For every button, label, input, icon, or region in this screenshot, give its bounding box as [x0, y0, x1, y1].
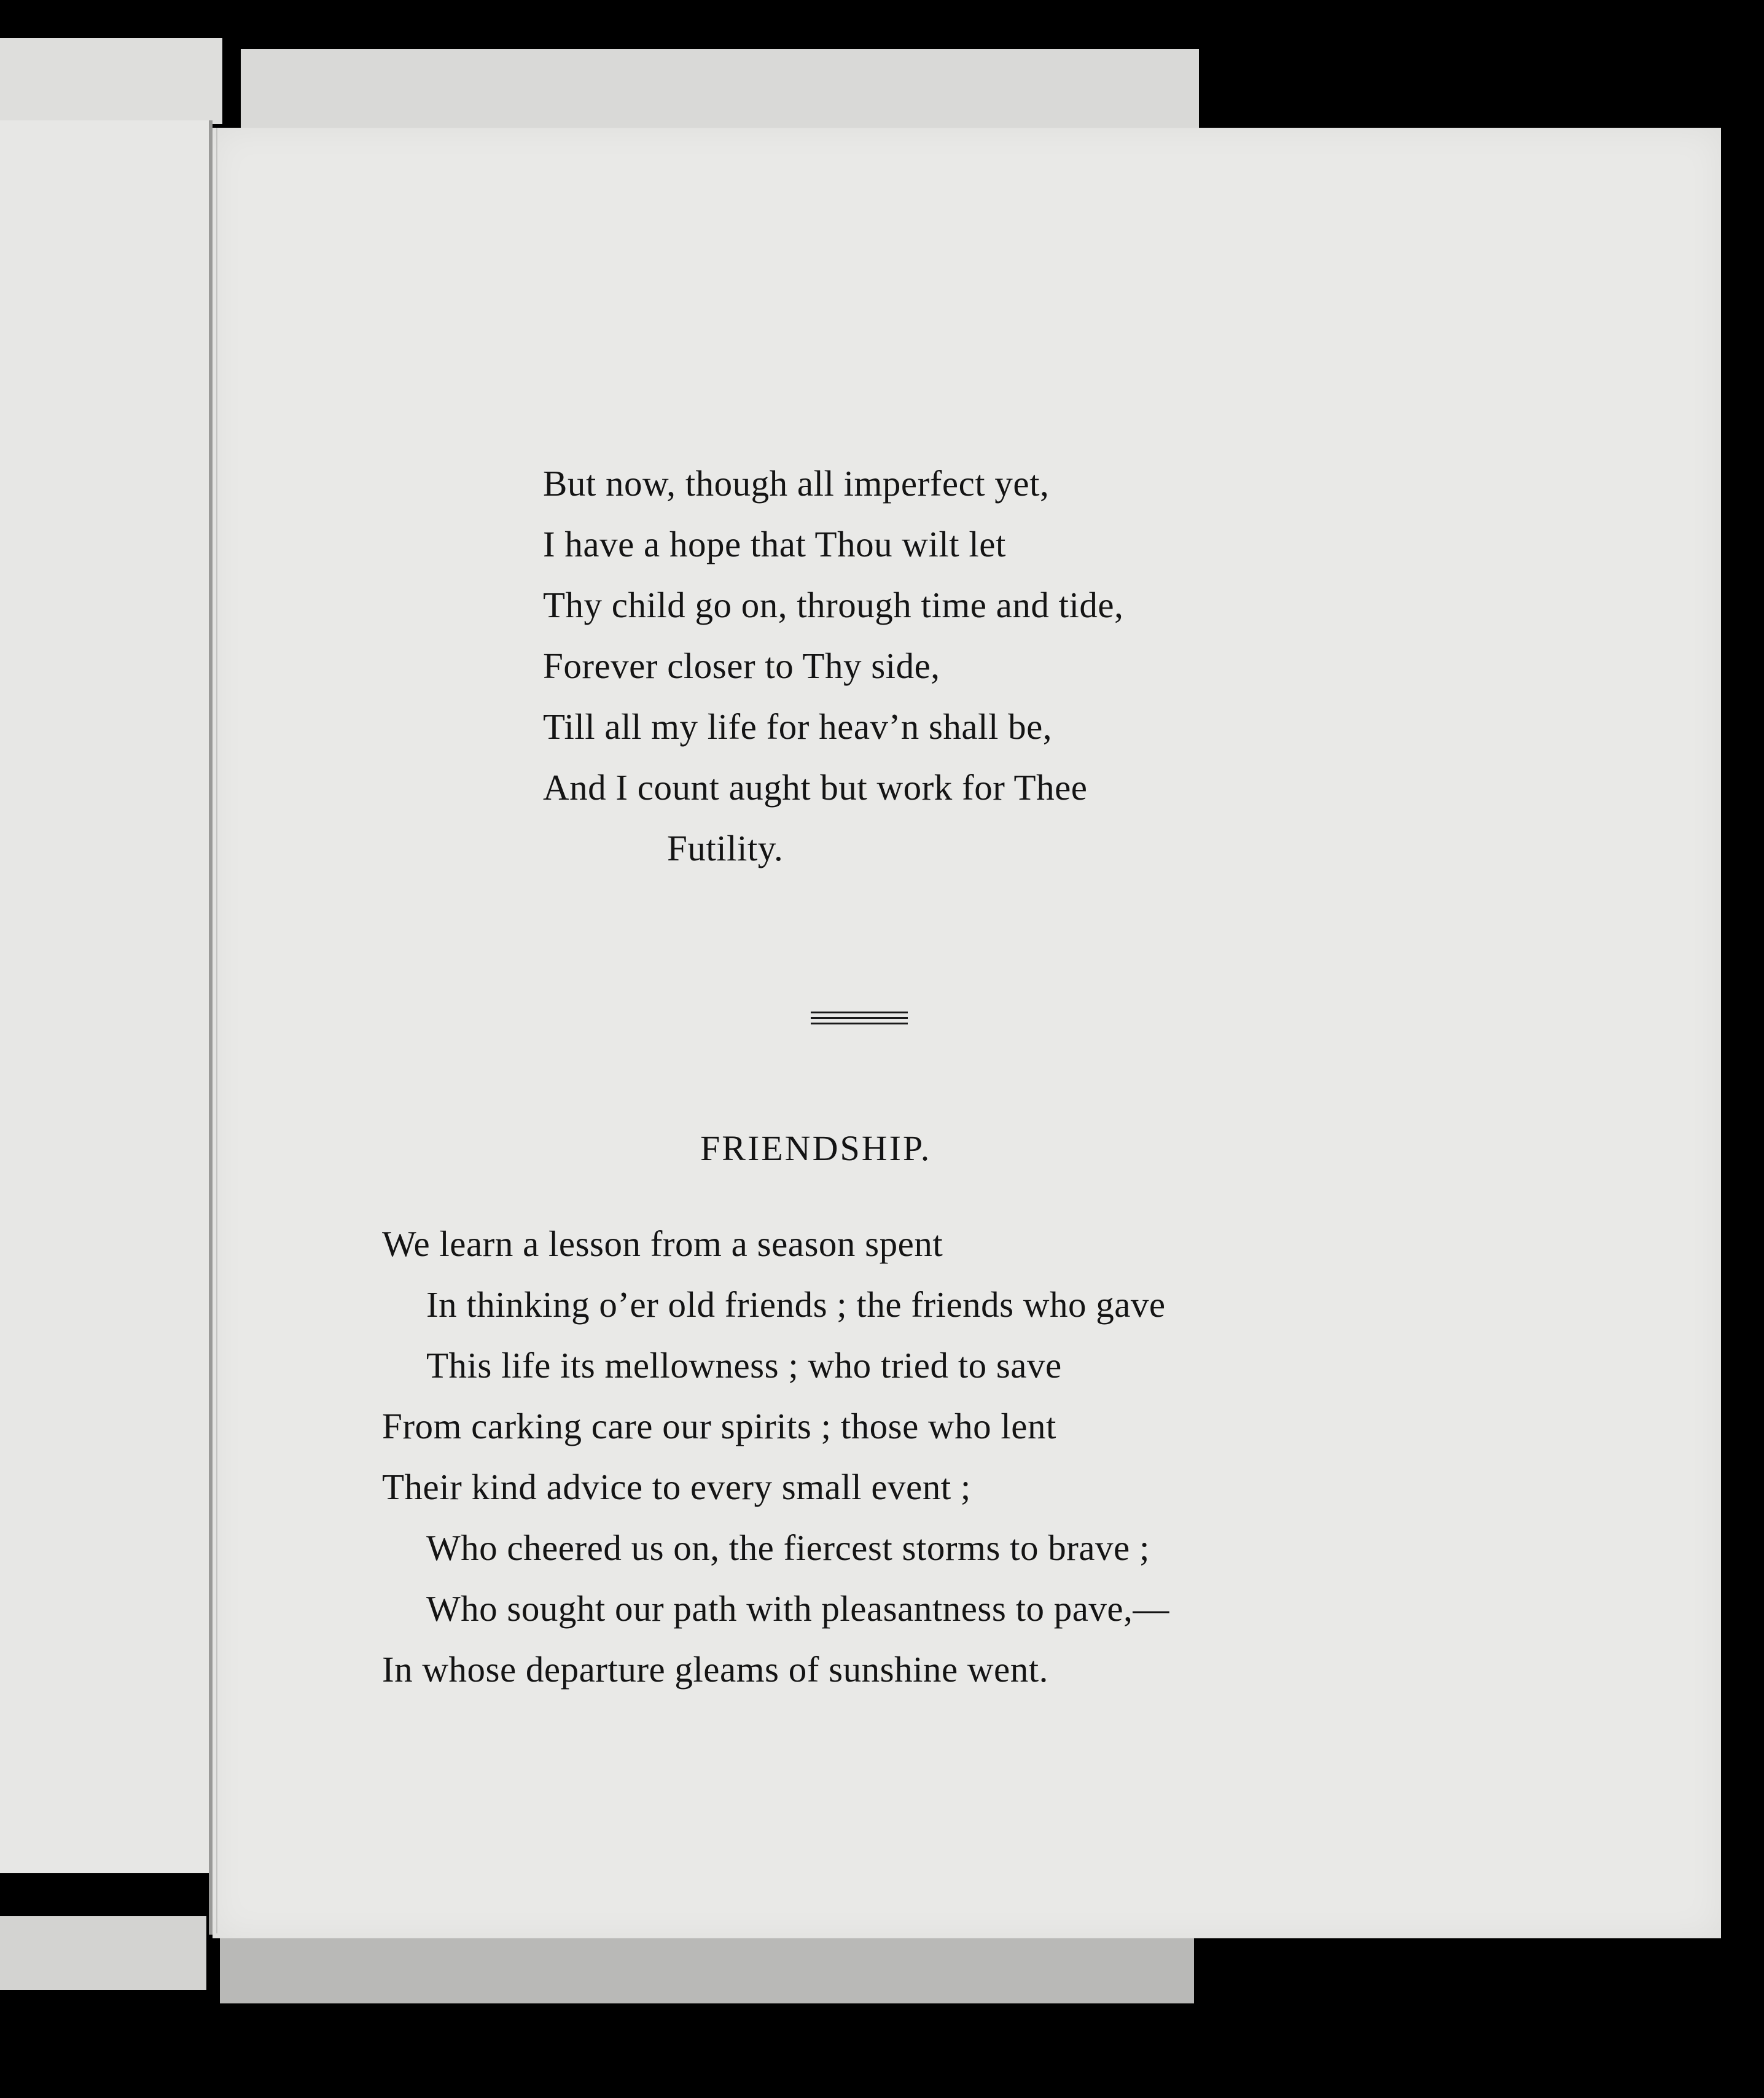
verse-line: We learn a lesson from a season spent	[382, 1223, 943, 1264]
poem-ending-stanza	[543, 453, 1123, 879]
verse-line: Till all my life for heav’n shall be,	[543, 706, 1053, 747]
page-fold	[209, 120, 213, 1935]
verse-line: Futility.	[667, 828, 784, 868]
verse-line: Who sought our path with pleasantness to pave,—	[426, 1588, 1169, 1629]
verse-line: Forever closer to Thy side,	[543, 645, 940, 686]
page-fold-highlight	[216, 128, 217, 1933]
previous-leaf	[0, 120, 213, 1873]
verse-line: Their kind advice to every small event ;	[382, 1467, 971, 1507]
under-sheet-top-edge	[241, 49, 1199, 129]
under-sheet-bottom-edge	[220, 1935, 1194, 2003]
verse-line: This life its mellowness ; who tried to save	[426, 1345, 1062, 1386]
verse-line: In thinking o’er old friends ; the friends who gave	[426, 1284, 1166, 1325]
verse-line: In whose departure gleams of sunshine went.	[382, 1649, 1048, 1690]
verse-line: From carking care our spirits ; those who lent	[382, 1406, 1056, 1446]
verse-line: Thy child go on, through time and tide,	[543, 585, 1124, 625]
verse-line: Who cheered us on, the fiercest storms to brave ;	[426, 1527, 1150, 1568]
verse-line: I have a hope that Thou wilt let	[543, 524, 1006, 564]
verse-line: And I count aught but work for Thee	[543, 767, 1088, 808]
section-divider	[811, 1012, 908, 1028]
verse-line: But now, though all imperfect yet,	[543, 463, 1050, 504]
previous-leaf-top-edge	[0, 38, 222, 124]
poem-title: FRIENDSHIP.	[700, 1128, 932, 1168]
friendship-sonnet	[382, 1214, 1169, 1700]
previous-leaf-bottom-edge	[0, 1916, 206, 1990]
